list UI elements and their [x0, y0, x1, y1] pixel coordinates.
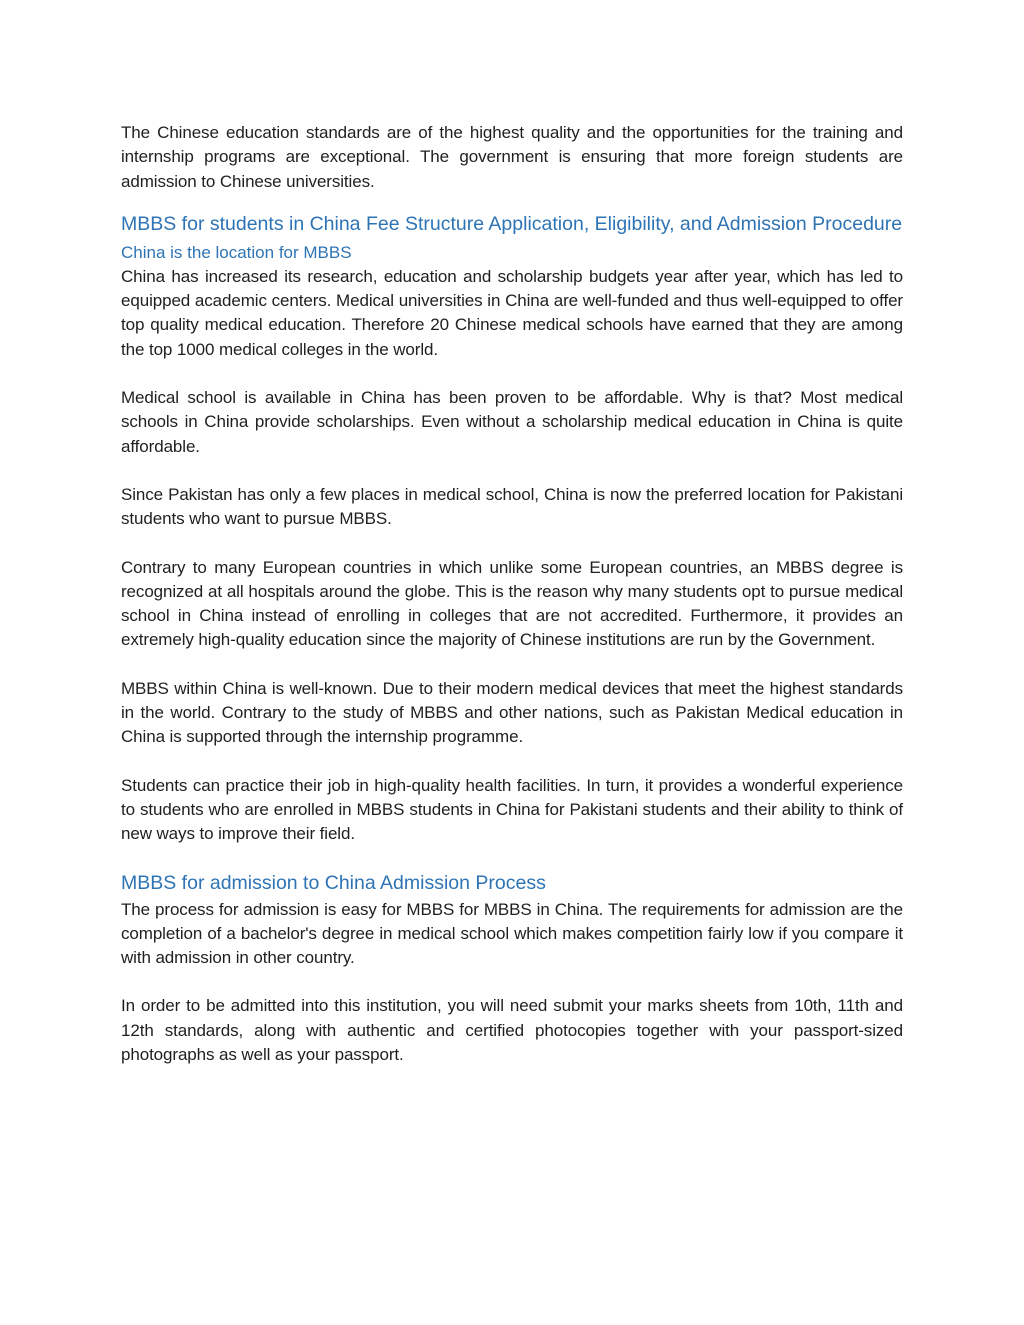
body-paragraph: Since Pakistan has only a few places in medical school, China is now the preferred location for Pakistani students who want to pursue MBBS.: [121, 484, 903, 529]
body-paragraph: Students can practice their job in high-quality health facilities. In turn, it provides a wonderful experience to students who are enrolled in MBBS students in China for Pakistani students and their ability to think of new ways to improve their field.: [121, 775, 903, 844]
section-heading-admission-process: MBBS for admission to China Admission Process: [121, 871, 546, 894]
subheading-location: China is the location for MBBS: [121, 242, 352, 262]
section-heading-fee-structure: MBBS for students in China Fee Structure Application, Eligibility, and Admission Procedure: [121, 212, 903, 235]
body-paragraph: Medical school is available in China has been proven to be affordable. Why is that? Most medical schools in China provide scholarships. Even without a scholarship medical education in China is quite affordable.: [121, 388, 903, 456]
body-paragraph: MBBS within China is well-known. Due to their modern medical devices that meet the highest standards in the world. Contrary to the study of MBBS and other nations, such as Pakistan Medical education in China is supported through the internship programme.: [121, 678, 903, 747]
body-paragraph: Contrary to many European countries in which unlike some European countries, an MBBS degree is recognized at all hospitals around the globe. This is the reason why many students opt to pursue medical school in China instead of enrolling in colleges that are not accredited. Furthermore, it provides an extremely high-quality education since the majority of Chinese institutions are run by the Government.: [121, 557, 903, 650]
intro-paragraph: The Chinese education standards are of the highest quality and the opportunities for the training and internship programs are exceptional. The government is ensuring that more foreign students are admission to Chinese universities.: [121, 123, 903, 191]
body-paragraph: China has increased its research, education and scholarship budgets year after year, which has led to equipped academic centers. Medical universities in China are well-funded and thus well-equipped to offer top quality medical education. Therefore 20 Chinese medical schools have earned that they are among the top 1000 medical colleges in the world.: [121, 266, 903, 359]
body-paragraph: The process for admission is easy for MBBS for MBBS in China. The requirements for admission are the completion of a bachelor's degree in medical school which makes competition fairly low if you compare it with admission in other country.: [121, 899, 903, 968]
body-paragraph: In order to be admitted into this institution, you will need submit your marks sheets from 10th, 11th and 12th standards, along with authentic and certified photocopies together with your passport-sized photographs as well as your passport.: [121, 996, 903, 1065]
document-page: [121, 121, 903, 1067]
